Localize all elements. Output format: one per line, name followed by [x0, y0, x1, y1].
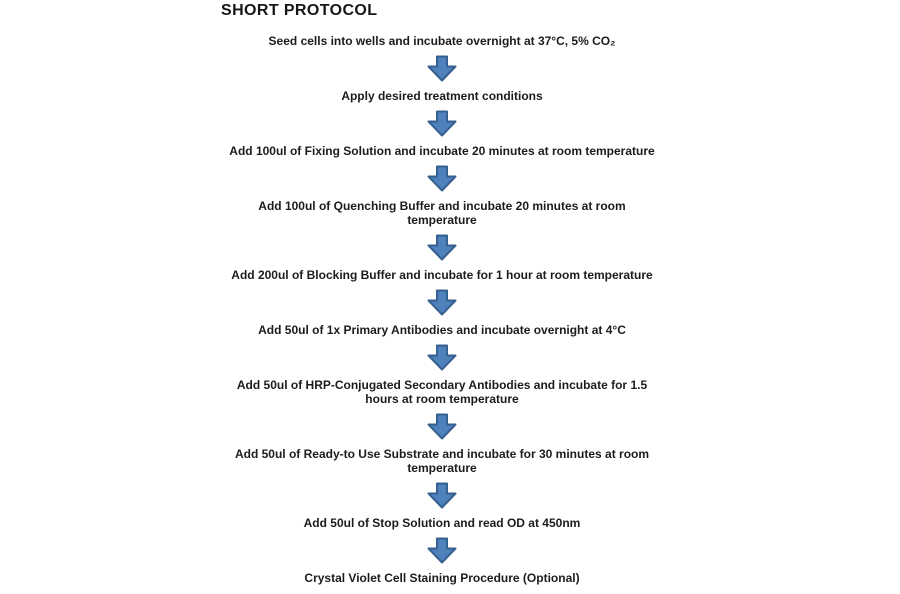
step-text	[304, 571, 579, 585]
down-arrow-icon	[427, 55, 457, 82]
down-arrow-icon	[427, 234, 457, 261]
step-text	[237, 378, 647, 406]
down-arrow-icon	[427, 482, 457, 509]
step-line: Add 100ul of Fixing Solution and incubate 20 minutes at room temperature	[229, 144, 655, 158]
step-text	[304, 516, 581, 530]
step-line: Seed cells into wells and incubate overnight at 37°C, 5% CO₂	[268, 34, 616, 48]
step-line: hours at room temperature	[365, 392, 519, 406]
step-text	[231, 268, 652, 282]
step-line: Add 200ul of Blocking Buffer and incubate for 1 hour at room temperature	[231, 268, 653, 282]
step-line: temperature	[407, 213, 477, 227]
down-arrow-icon	[427, 413, 457, 440]
step-text	[258, 323, 626, 337]
step-line: temperature	[407, 461, 477, 475]
step-text	[341, 89, 542, 103]
down-arrow-icon	[427, 344, 457, 371]
step-text	[229, 144, 654, 158]
step-text	[258, 199, 625, 227]
step-line: Add 50ul of Ready-to Use Substrate and incubate for 30 minutes at room	[234, 447, 650, 461]
page-title: SHORT PROTOCOL	[221, 2, 378, 19]
down-arrow-icon	[427, 110, 457, 137]
down-arrow-icon	[427, 289, 457, 316]
step-line: Add 50ul of HRP-Conjugated Secondary Antibodies and incubate for 1.5	[236, 378, 648, 392]
step-text	[235, 447, 649, 475]
step-line: Crystal Violet Cell Staining Procedure (Optional)	[304, 571, 580, 585]
flowchart	[0, 34, 884, 585]
step-line: Apply desired treatment conditions	[341, 89, 543, 103]
step-line: Add 50ul of Stop Solution and read OD at 450nm	[303, 516, 581, 530]
step-line: Add 50ul of 1x Primary Antibodies and incubate overnight at 4°C	[258, 323, 626, 337]
step-line: Add 100ul of Quenching Buffer and incubate 20 minutes at room	[258, 199, 626, 213]
down-arrow-icon	[427, 165, 457, 192]
down-arrow-icon	[427, 537, 457, 564]
step-text	[269, 34, 616, 48]
